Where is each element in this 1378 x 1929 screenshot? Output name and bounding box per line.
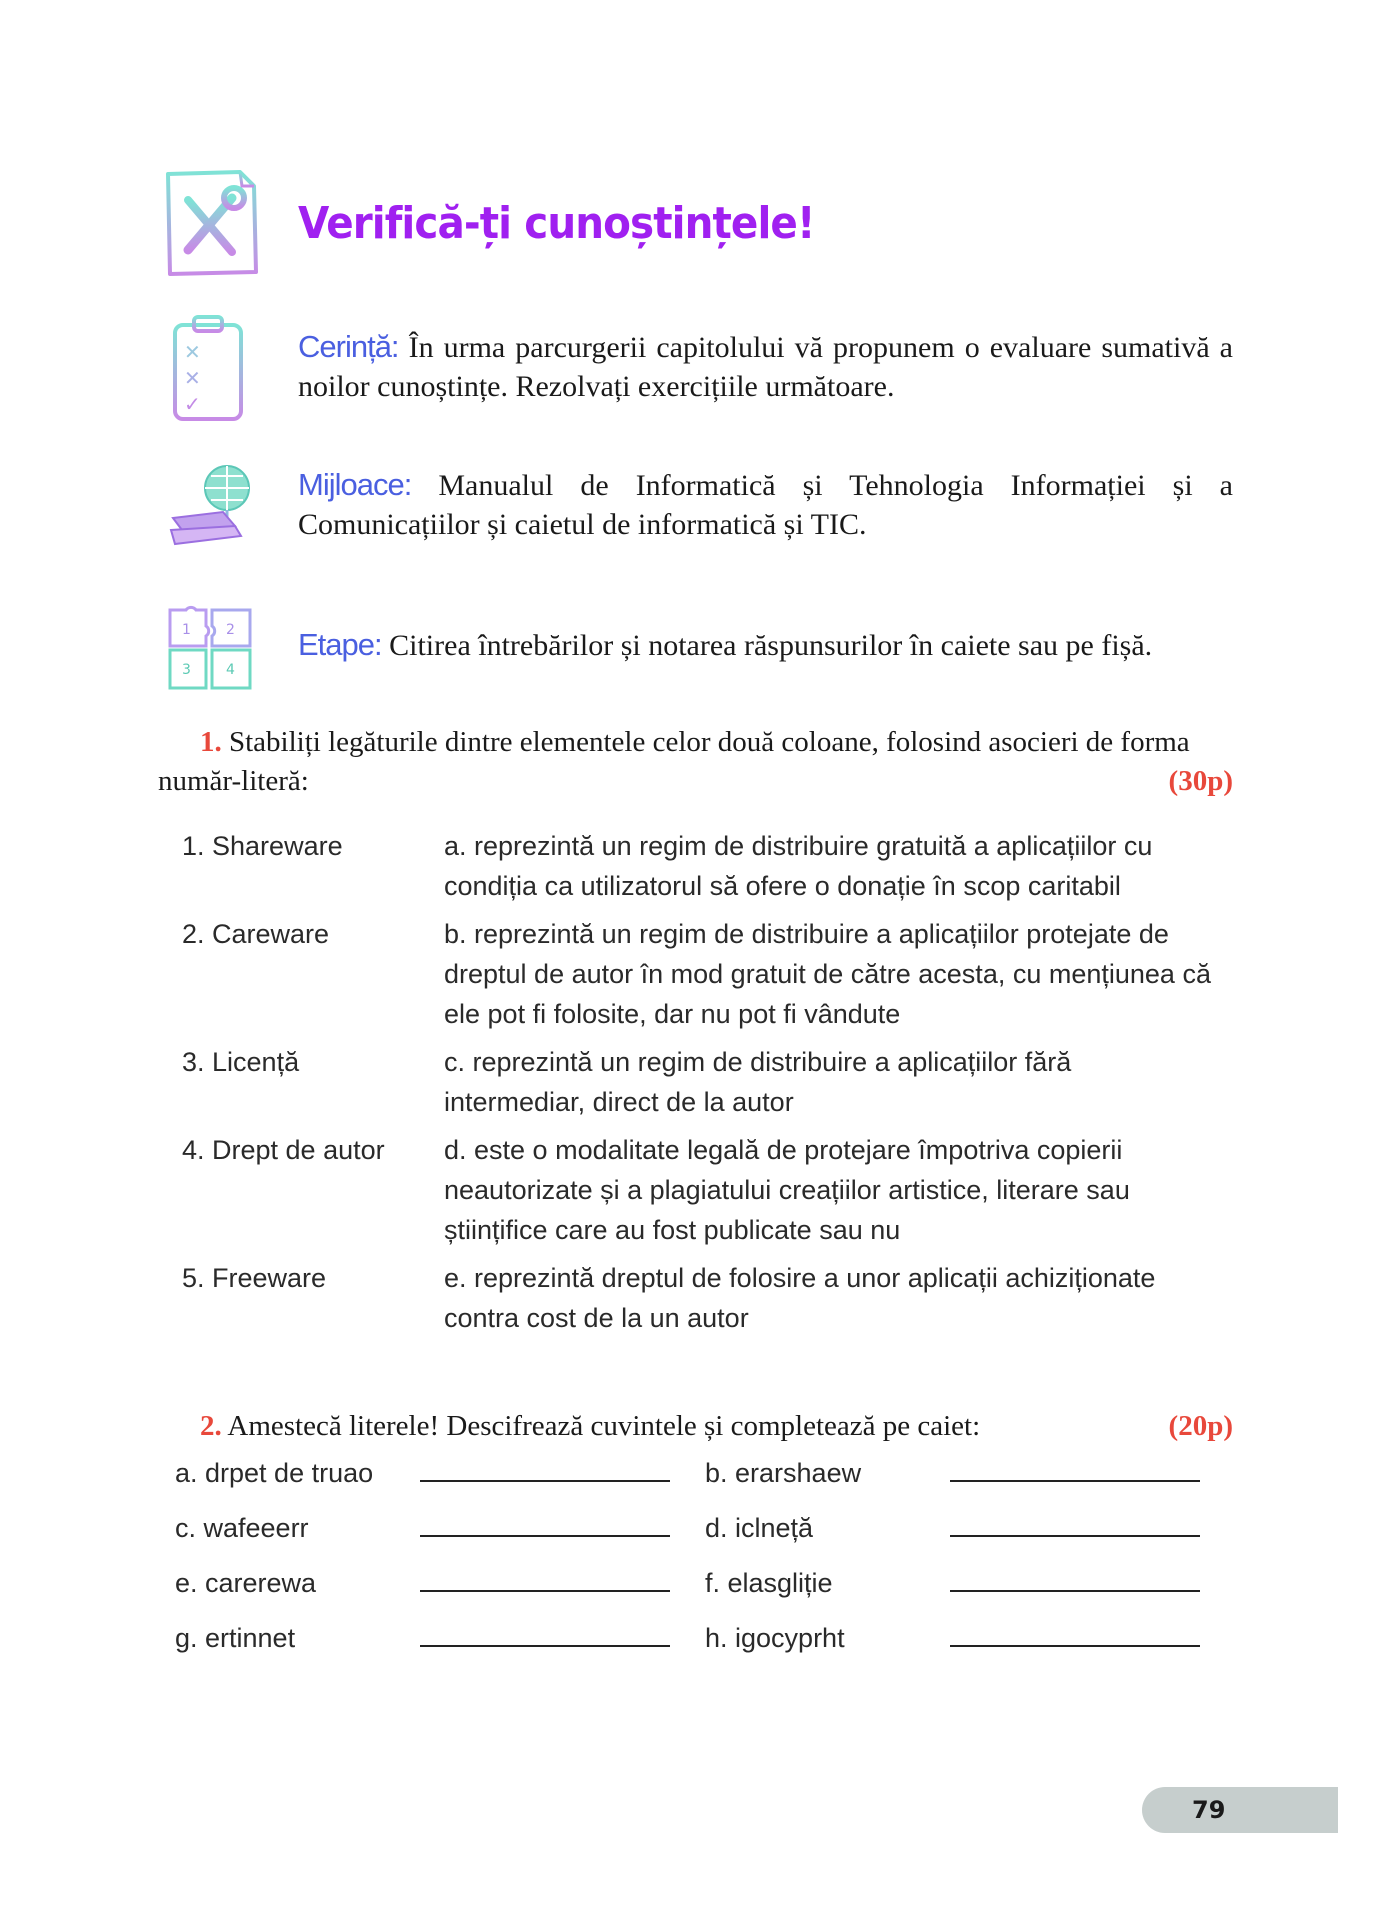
requirement-label: Cerință:: [298, 329, 399, 364]
word-row: [175, 1513, 1225, 1568]
term: 3. Licență: [182, 1047, 300, 1077]
matching-row: [182, 1130, 1242, 1250]
svg-text:✓: ✓: [184, 392, 201, 416]
word-row: [175, 1458, 1225, 1513]
exercise-2-points: (20p): [1168, 1410, 1233, 1442]
exercise-1-points: (30p): [1168, 765, 1233, 797]
steps-text: Citirea întrebărilor și notarea răspunsurilor în caiete sau pe fișă.: [381, 629, 1153, 662]
answer-blank[interactable]: [950, 1513, 1200, 1537]
requirement-paragraph: [298, 327, 1233, 406]
requirement-text: În urma parcurgerii capitolului vă propunem o evaluare sumativă a noilor cunoștințe. Rezolvați exercițiile următoare.: [298, 331, 1233, 403]
matching-table: [182, 826, 1242, 1346]
answer-blank[interactable]: [420, 1568, 670, 1592]
definition: d. este o modalitate legală de protejare împotriva copierii neautorizate și a plagiatului creațiilor artistice, literare sau științifice care au fost publicate sau nu: [444, 1135, 1130, 1245]
resources-paragraph: [298, 465, 1233, 544]
word-row: [175, 1623, 1225, 1678]
scrambled-word: c. wafeeerr: [175, 1513, 309, 1543]
exercise-1-text: Stabiliți legăturile dintre elementele celor două coloane, folosind asocieri de forma număr-literă:: [158, 726, 1190, 797]
matching-row: [182, 826, 1242, 906]
term: 4. Drept de autor: [182, 1135, 385, 1165]
checklist-icon: [170, 313, 250, 423]
term: 1. Shareware: [182, 831, 343, 861]
answer-blank[interactable]: [950, 1623, 1200, 1647]
exercise-2-number: 2.: [200, 1410, 222, 1442]
term: 2. Careware: [182, 919, 330, 949]
puzzle-icon: [162, 600, 260, 692]
scrambled-word: g. ertinnet: [175, 1623, 296, 1653]
scrambled-word: b. erarshaew: [705, 1458, 862, 1488]
definition: b. reprezintă un regim de distribuire a aplicațiilor protejate de dreptul de autor în mod gratuit de către acesta, cu mențiunea că ele pot fi folosite, dar nu pot fi vândute: [444, 919, 1211, 1029]
steps-label: Etape:: [298, 627, 382, 662]
tools-icon: [160, 168, 260, 278]
answer-blank[interactable]: [950, 1458, 1200, 1482]
matching-row: [182, 1042, 1242, 1122]
definition: e. reprezintă dreptul de folosire a unor aplicații achiziționate contra cost de la un autor: [444, 1263, 1156, 1333]
exercise-2-prompt: [158, 1407, 1233, 1446]
svg-text:1: 1: [182, 622, 191, 638]
page-number: 79: [1192, 1796, 1226, 1824]
svg-text:2: 2: [226, 622, 235, 638]
globe-books-icon: [165, 460, 260, 550]
answer-blank[interactable]: [420, 1513, 670, 1537]
page-title: Verifică-ți cunoștințele!: [298, 198, 815, 249]
definition: c. reprezintă un regim de distribuire a aplicațiilor fără intermediar, direct de la autor: [444, 1047, 1072, 1117]
steps-paragraph: [298, 625, 1233, 665]
exercise-1-number: 1.: [200, 726, 222, 758]
scrambled-word: f. elasgliție: [705, 1568, 833, 1598]
svg-text:✕: ✕: [184, 366, 201, 390]
page-number-tab: [1142, 1787, 1338, 1833]
scrambled-word: a. drpet de truao: [175, 1458, 374, 1488]
term: 5. Freeware: [182, 1263, 327, 1293]
svg-text:4: 4: [226, 662, 235, 678]
scrambled-word: e. carerewa: [175, 1568, 317, 1598]
word-row: [175, 1568, 1225, 1623]
resources-label: Mijloace:: [298, 467, 412, 502]
svg-text:✕: ✕: [184, 340, 201, 364]
definition: a. reprezintă un regim de distribuire gratuită a aplicațiilor cu condiția ca utilizatorul să ofere o donație în scop caritabil: [444, 831, 1153, 901]
matching-row: [182, 914, 1242, 1034]
resources-text: Manualul de Informatică și Tehnologia Informației și a Comunicațiilor și caietul de informatică și TIC.: [298, 469, 1233, 541]
matching-row: [182, 1258, 1242, 1338]
answer-blank[interactable]: [950, 1568, 1200, 1592]
answer-blank[interactable]: [420, 1623, 670, 1647]
scrambled-words: [175, 1458, 1225, 1678]
scrambled-word: h. igocyprht: [705, 1623, 845, 1653]
exercise-1-prompt: [158, 723, 1233, 801]
scrambled-word: d. iclneță: [705, 1513, 814, 1543]
answer-blank[interactable]: [420, 1458, 670, 1482]
exercise-2-text: Amestecă literele! Descifrează cuvintele și completează pe caiet:: [221, 1410, 981, 1442]
svg-text:3: 3: [182, 662, 191, 678]
